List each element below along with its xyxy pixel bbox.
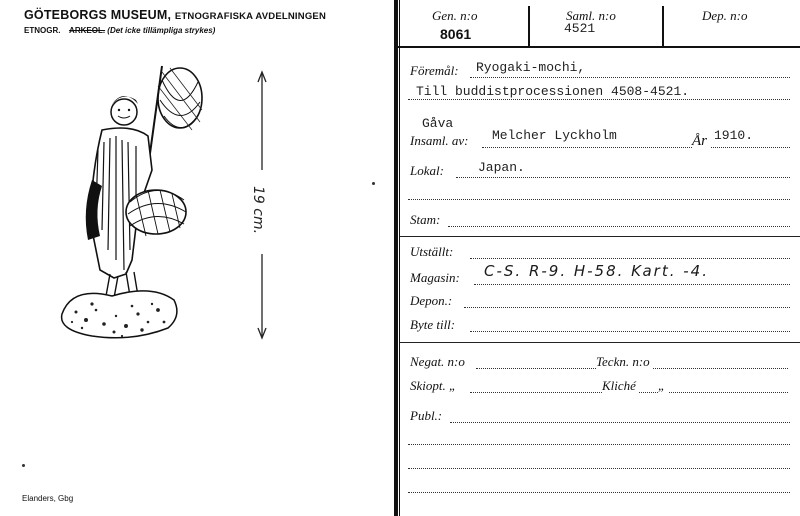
field-line [408, 199, 790, 200]
category-etnogr: ETNOGR. [24, 26, 61, 35]
teckn-label: Teckn. n:o [596, 354, 653, 370]
field-line [408, 99, 790, 100]
card-left-border-inner [399, 0, 400, 516]
magasin-label: Magasin: [410, 270, 463, 286]
foremal-value: Ryogaki-mochi, [476, 60, 586, 75]
field-line [408, 444, 790, 445]
foremal-value-2: Till buddistprocessionen 4508-4521. [416, 84, 690, 99]
punch-dot [22, 464, 25, 467]
museum-name: GÖTEBORGS MUSEUM, [24, 8, 172, 22]
insaml-value: Melcher Lyckholm [492, 128, 617, 143]
field-line [482, 147, 790, 148]
kliche-quote: „ [658, 378, 668, 394]
punch-dot [372, 182, 375, 185]
ar-value: 1910. [714, 128, 754, 143]
category-line [24, 26, 215, 35]
section-rule [400, 236, 800, 237]
field-line [474, 284, 790, 285]
depon-label: Depon.: [410, 293, 455, 309]
figure-drawing [52, 60, 212, 350]
field-line [470, 331, 790, 332]
field-line [470, 258, 790, 259]
strike-note: (Det icke tillämpliga strykes) [107, 26, 216, 35]
publ-label: Publ.: [410, 408, 445, 424]
gen-no-value: 8061 [440, 26, 472, 42]
header-rule [398, 46, 800, 48]
field-line [408, 492, 790, 493]
lokal-value: Japan. [478, 160, 525, 175]
negat-label: Negat. n:o [410, 354, 468, 370]
ar-label: År [692, 133, 710, 150]
saml-no-label: Saml. n:o [566, 8, 616, 23]
field-line [450, 422, 790, 423]
header-divider [662, 6, 664, 46]
kliche-label: Kliché [602, 378, 639, 394]
stam-label: Stam: [410, 212, 443, 228]
utstallt-label: Utställt: [410, 244, 456, 260]
byte-till-label: Byte till: [410, 317, 458, 333]
card-left-border [394, 0, 398, 516]
field-line [464, 307, 790, 308]
printer-credit: Elanders, Gbg [22, 494, 74, 503]
skiopt-label: Skiopt. „ [410, 378, 459, 394]
department-name: ETNOGRAFISKA AVDELNINGEN [174, 11, 327, 22]
field-line [408, 468, 790, 469]
field-line [456, 177, 790, 178]
lokal-label: Lokal: [410, 163, 447, 179]
insaml-label: Insaml. av: [410, 133, 472, 149]
museum-title [24, 8, 326, 22]
header-divider [528, 6, 530, 46]
section-rule [400, 342, 800, 343]
category-arkeol: ARKEOL. [69, 26, 106, 35]
gen-no-label: Gen. n:o [432, 8, 478, 23]
saml-no-value: 4521 [564, 21, 596, 36]
gava-value: Gåva [422, 116, 454, 131]
height-measure-line [244, 70, 284, 340]
field-line [470, 77, 790, 78]
dep-no-label: Dep. n:o [702, 8, 748, 23]
field-line [448, 226, 790, 227]
height-measure-label: 19 cm. [250, 186, 266, 235]
magasin-value: C-S. R-9. H-58. Kart. -4. [484, 262, 709, 280]
foremal-label: Föremål: [410, 63, 462, 79]
